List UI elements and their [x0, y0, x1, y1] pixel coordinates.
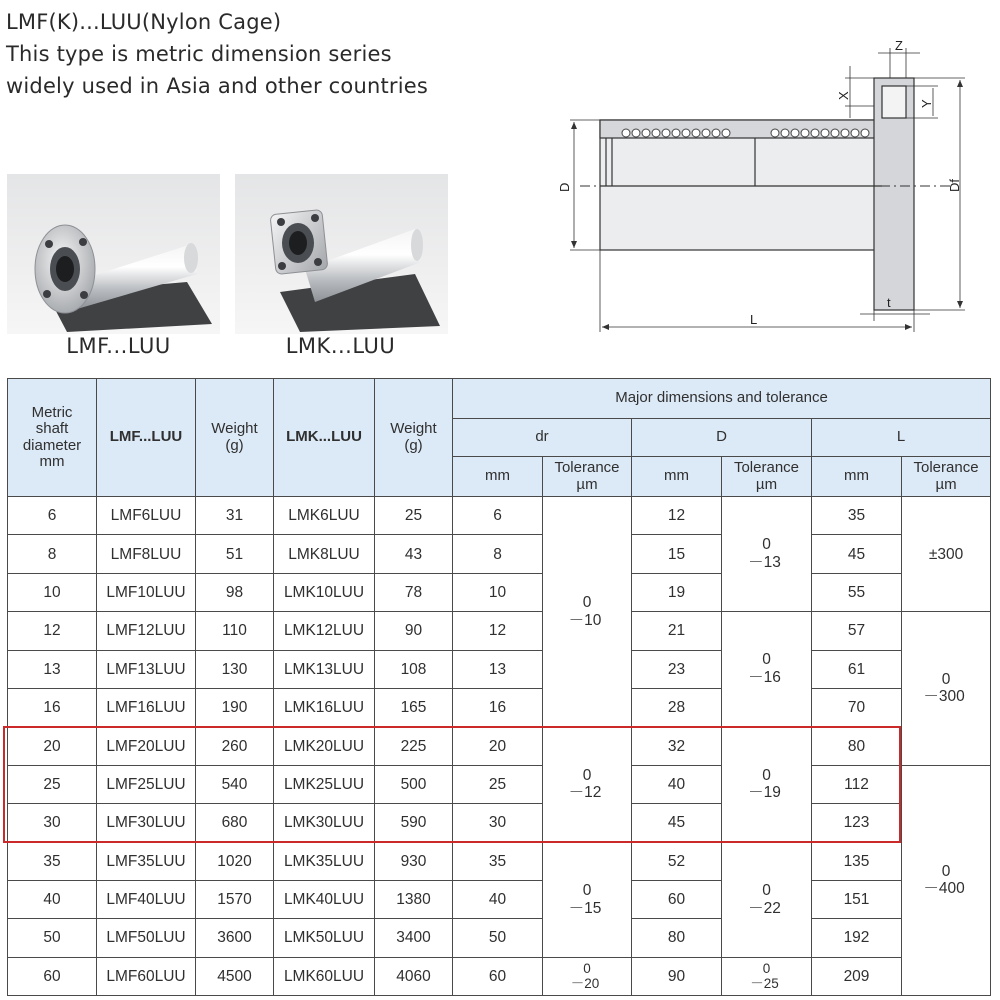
metric-shaft-header: Metric shaft diameter mm [8, 379, 97, 497]
dimension-table [7, 378, 991, 996]
L-mm-cell: 57 [812, 612, 902, 650]
lmk-weight-cell: 25 [375, 497, 453, 535]
shaft-diameter-cell: 35 [8, 842, 97, 880]
D-mm-cell: 21 [632, 612, 722, 650]
dr-tolerance-header: Tolerance µm [543, 457, 632, 497]
lmk-weight-cell: 108 [375, 650, 453, 688]
dr-mm-header: mm [453, 457, 543, 497]
lmf-model-header: LMF...LUU [97, 379, 196, 497]
D-tolerance-cell: 0 －22 [722, 842, 812, 957]
lmk-weight-cell: 500 [375, 765, 453, 803]
lmf-weight-cell: 260 [196, 727, 274, 765]
lmk-model-cell: LMK40LUU [274, 880, 375, 918]
intro-text [6, 6, 428, 102]
table-row [8, 957, 991, 995]
lmk-model-cell: LMK50LUU [274, 919, 375, 957]
table-row [8, 880, 991, 918]
D-mm-cell: 28 [632, 688, 722, 726]
lmk-model-cell: LMK35LUU [274, 842, 375, 880]
lmk-product-photo [235, 174, 448, 334]
shaft-diameter-cell: 60 [8, 957, 97, 995]
D-mm-cell: 15 [632, 535, 722, 573]
lmk-weight-cell: 4060 [375, 957, 453, 995]
dr-mm-cell: 13 [453, 650, 543, 688]
L-mm-cell: 151 [812, 880, 902, 918]
shaft-diameter-cell: 8 [8, 535, 97, 573]
dr-header: dr [453, 419, 632, 457]
lmk-model-cell: LMK6LUU [274, 497, 375, 535]
L-mm-cell: 70 [812, 688, 902, 726]
dim-d-label: D [557, 182, 572, 192]
L-mm-cell: 112 [812, 765, 902, 803]
lmf-weight-cell: 4500 [196, 957, 274, 995]
lmf-weight-header: Weight (g) [196, 379, 274, 497]
lmk-model-cell: LMK30LUU [274, 804, 375, 842]
lmf-weight-cell: 190 [196, 688, 274, 726]
shaft-diameter-cell: 6 [8, 497, 97, 535]
lmk-weight-header: Weight (g) [375, 379, 453, 497]
lmk-weight-cell: 1380 [375, 880, 453, 918]
L-mm-cell: 135 [812, 842, 902, 880]
dr-mm-cell: 20 [453, 727, 543, 765]
lmf-weight-cell: 110 [196, 612, 274, 650]
table-row [8, 688, 991, 726]
lmk-model-cell: LMK10LUU [274, 573, 375, 611]
dr-tolerance-cell: 0 －12 [543, 727, 632, 842]
D-tolerance-cell: 0 －25 [722, 957, 812, 995]
lmf-model-cell: LMF30LUU [97, 804, 196, 842]
lmk-weight-cell: 930 [375, 842, 453, 880]
dr-mm-cell: 30 [453, 804, 543, 842]
D-mm-cell: 80 [632, 919, 722, 957]
lmf-weight-cell: 51 [196, 535, 274, 573]
D-mm-cell: 90 [632, 957, 722, 995]
D-tolerance-cell: 0 －13 [722, 497, 812, 612]
L-mm-cell: 80 [812, 727, 902, 765]
shaft-diameter-cell: 20 [8, 727, 97, 765]
L-mm-cell: 45 [812, 535, 902, 573]
lmf-model-cell: LMF12LUU [97, 612, 196, 650]
dr-mm-cell: 6 [453, 497, 543, 535]
D-mm-cell: 32 [632, 727, 722, 765]
L-mm-header: mm [812, 457, 902, 497]
D-header: D [632, 419, 812, 457]
product-title: LMF(K)...LUU(Nylon Cage) [6, 10, 282, 34]
lmk-model-cell: LMK13LUU [274, 650, 375, 688]
lmk-model-cell: LMK8LUU [274, 535, 375, 573]
lmf-weight-cell: 540 [196, 765, 274, 803]
dim-z-label: Z [895, 38, 903, 53]
lmf-model-cell: LMF50LUU [97, 919, 196, 957]
dr-mm-cell: 35 [453, 842, 543, 880]
lmk-model-cell: LMK20LUU [274, 727, 375, 765]
description-line-2: widely used in Asia and other countries [6, 74, 429, 98]
D-tolerance-header: Tolerance µm [722, 457, 812, 497]
lmk-weight-cell: 3400 [375, 919, 453, 957]
table-row [8, 650, 991, 688]
dim-x-label: X [836, 91, 851, 100]
lmk-weight-cell: 90 [375, 612, 453, 650]
lmf-model-cell: LMF20LUU [97, 727, 196, 765]
dr-mm-cell: 50 [453, 919, 543, 957]
table-row [8, 573, 991, 611]
D-tolerance-cell: 0 －19 [722, 727, 812, 842]
L-header: L [812, 419, 991, 457]
lmk-caption: LMK...LUU [285, 334, 396, 358]
D-mm-cell: 19 [632, 573, 722, 611]
major-dimensions-header: Major dimensions and tolerance [453, 379, 991, 419]
table-row [8, 842, 991, 880]
table-row [8, 497, 991, 535]
bearing-cross-section-diagram [557, 36, 980, 341]
L-tolerance-header: Tolerance µm [902, 457, 991, 497]
lmf-product-photo [7, 174, 220, 334]
lmk-model-cell: LMK25LUU [274, 765, 375, 803]
shaft-diameter-cell: 12 [8, 612, 97, 650]
lmf-model-cell: LMF8LUU [97, 535, 196, 573]
dr-mm-cell: 40 [453, 880, 543, 918]
L-mm-cell: 55 [812, 573, 902, 611]
dr-mm-cell: 12 [453, 612, 543, 650]
description-line-1: This type is metric dimension series [6, 42, 392, 66]
lmf-model-cell: LMF16LUU [97, 688, 196, 726]
D-mm-cell: 60 [632, 880, 722, 918]
lmf-weight-cell: 1020 [196, 842, 274, 880]
dim-df-label: Df [947, 179, 962, 192]
D-mm-cell: 45 [632, 804, 722, 842]
dr-mm-cell: 10 [453, 573, 543, 611]
shaft-diameter-cell: 50 [8, 919, 97, 957]
lmk-model-header: LMK...LUU [274, 379, 375, 497]
lmk-model-cell: LMK12LUU [274, 612, 375, 650]
D-mm-cell: 23 [632, 650, 722, 688]
lmf-weight-cell: 3600 [196, 919, 274, 957]
L-mm-cell: 61 [812, 650, 902, 688]
shaft-diameter-cell: 25 [8, 765, 97, 803]
dr-tolerance-cell: 0 －15 [543, 842, 632, 957]
L-mm-cell: 209 [812, 957, 902, 995]
L-tolerance-cell: 0 －300 [902, 612, 991, 766]
D-mm-header: mm [632, 457, 722, 497]
lmf-model-cell: LMF35LUU [97, 842, 196, 880]
shaft-diameter-cell: 13 [8, 650, 97, 688]
dr-mm-cell: 60 [453, 957, 543, 995]
table-row [8, 535, 991, 573]
D-tolerance-cell: 0 －16 [722, 612, 812, 727]
table-row [8, 919, 991, 957]
lmf-model-cell: LMF10LUU [97, 573, 196, 611]
D-mm-cell: 52 [632, 842, 722, 880]
lmk-weight-cell: 43 [375, 535, 453, 573]
lmf-weight-cell: 130 [196, 650, 274, 688]
L-mm-cell: 123 [812, 804, 902, 842]
dim-t-label: t [887, 295, 891, 310]
lmk-weight-cell: 590 [375, 804, 453, 842]
L-tolerance-cell: ±300 [902, 497, 991, 612]
table-row [8, 612, 991, 650]
shaft-diameter-cell: 16 [8, 688, 97, 726]
D-mm-cell: 40 [632, 765, 722, 803]
shaft-diameter-cell: 40 [8, 880, 97, 918]
dimension-table-body [8, 497, 991, 996]
dim-l-label: L [750, 312, 758, 327]
dr-tolerance-cell: 0 －10 [543, 497, 632, 727]
lmk-weight-cell: 78 [375, 573, 453, 611]
shaft-diameter-cell: 10 [8, 573, 97, 611]
lmf-model-cell: LMF13LUU [97, 650, 196, 688]
table-row [8, 804, 991, 842]
table-row [8, 765, 991, 803]
lmf-model-cell: LMF40LUU [97, 880, 196, 918]
D-mm-cell: 12 [632, 497, 722, 535]
lmf-model-cell: LMF25LUU [97, 765, 196, 803]
lmf-weight-cell: 98 [196, 573, 274, 611]
shaft-diameter-cell: 30 [8, 804, 97, 842]
lmf-model-cell: LMF6LUU [97, 497, 196, 535]
table-row [8, 727, 991, 765]
lmk-weight-cell: 165 [375, 688, 453, 726]
dr-mm-cell: 25 [453, 765, 543, 803]
lmk-weight-cell: 225 [375, 727, 453, 765]
lmf-weight-cell: 31 [196, 497, 274, 535]
lmf-weight-cell: 680 [196, 804, 274, 842]
lmk-model-cell: LMK16LUU [274, 688, 375, 726]
lmf-caption: LMF...LUU [66, 334, 171, 358]
lmf-model-cell: LMF60LUU [97, 957, 196, 995]
dr-mm-cell: 8 [453, 535, 543, 573]
lmk-model-cell: LMK60LUU [274, 957, 375, 995]
L-tolerance-cell: 0 －400 [902, 765, 991, 995]
lmf-weight-cell: 1570 [196, 880, 274, 918]
L-mm-cell: 192 [812, 919, 902, 957]
dr-mm-cell: 16 [453, 688, 543, 726]
L-mm-cell: 35 [812, 497, 902, 535]
dr-tolerance-cell: 0 －20 [543, 957, 632, 995]
dim-y-label: Y [919, 99, 934, 108]
